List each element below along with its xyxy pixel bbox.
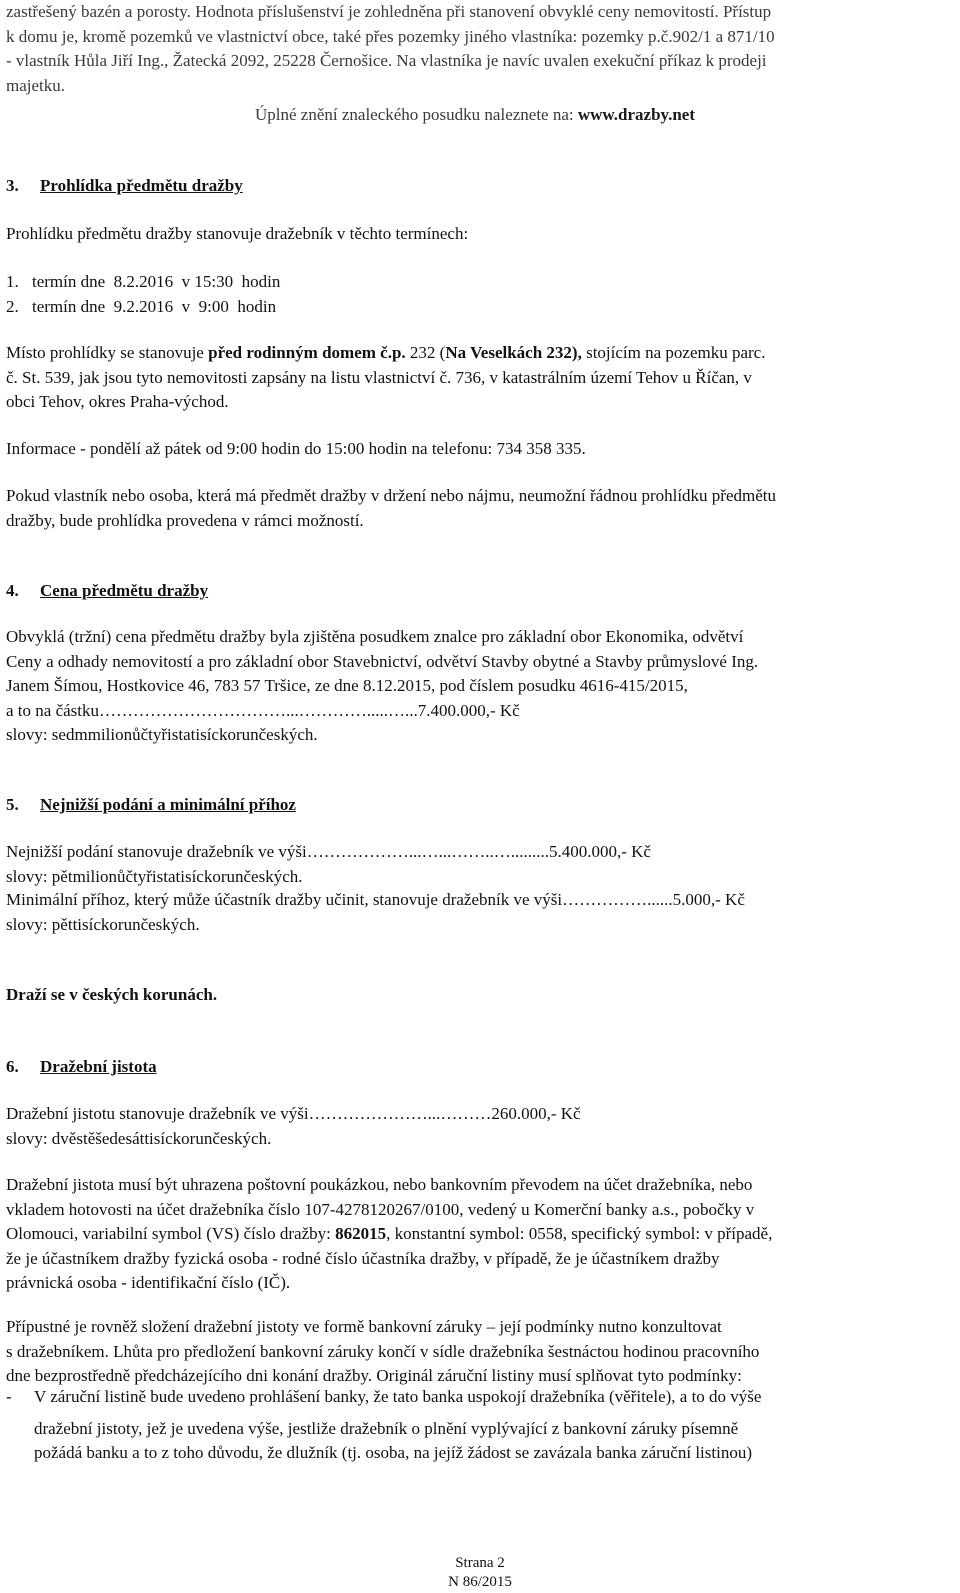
text-line: Dražební jistotu stanovuje dražebník ve výši…………………...………260.000,- Kč: [6, 1104, 581, 1123]
section-title: Prohlídka předmětu dražby: [40, 176, 243, 195]
lowest-bid: [6, 840, 944, 889]
section-6-heading: [6, 1055, 157, 1079]
section-number: 3.: [6, 176, 19, 195]
text-line: dne bezprostředně předcházejícího dni konání dražby. Originál záruční listiny musí splňovat tyto podmínky:: [6, 1366, 742, 1386]
text-line: Přípustné je rovněž složení dražební jistoty ve formě bankovní záruky – její podmínky nutno konzultovat: [6, 1317, 722, 1336]
full-report-note: [6, 103, 944, 128]
section-number: 4.: [6, 581, 19, 600]
text-line: Minimální příhoz, který může účastník dražby učinit, stanovuje dražebník ve výši……………......5.000,- Kč: [6, 890, 745, 909]
section-title: Dražební jistota: [40, 1057, 157, 1076]
list-text: termín dne 9.2.2016 v 9:00 hodin: [32, 296, 277, 316]
text-line: a to na částku……………………………...………….....…...7.400.000,- Kč: [6, 700, 520, 720]
indent: [6, 1417, 34, 1442]
section-3-heading: [6, 174, 243, 198]
section-5-heading: [6, 793, 296, 817]
text-line: - vlastník Hůla Jiří Ing., Žatecká 2092, 25228 Černošice. Na vlastníka je navíc uvalen exekuční příkaz k prodeji: [6, 51, 767, 71]
list-text: termín dne 8.2.2016 v 15:30 hodin: [32, 272, 281, 291]
page-number: Strana 2: [455, 1555, 505, 1571]
text-span: Olomouci, variabilní symbol (VS) číslo dražby:: [6, 1224, 336, 1244]
section-number: 6.: [6, 1057, 19, 1076]
minimum-increment: [6, 888, 944, 937]
text-line: obci Tehov, okres Praha-východ.: [6, 392, 229, 412]
case-reference: N 86/2015: [448, 1574, 512, 1590]
list-number: 2.: [6, 296, 19, 316]
page-footer: [0, 1554, 960, 1592]
text-line: Pokud vlastník nebo osoba, která má předmět dražby v držení nebo nájmu, neumožní řádnou prohlídku předmětu: [6, 486, 776, 505]
list-number: 1.: [6, 272, 19, 291]
text-line: slovy: pěttisíckorunčeských.: [6, 914, 200, 934]
full-report-label: Úplné znění znaleckého posudku naleznete na:: [255, 105, 578, 124]
text-line: majetku.: [6, 75, 66, 95]
list-item-continuation: [6, 1417, 944, 1442]
intro-paragraph: [6, 0, 944, 98]
text-line: slovy: sedmmilionůčtyřistatisíckorunčeských.: [6, 725, 318, 745]
text-line: č. St. 539, jak jsou tyto nemovitosti zapsány na listu vlastnictví č. 736, v katastrálním území Tehov u Říčan, v: [6, 367, 752, 387]
drazby-link[interactable]: www.drazby.net: [577, 105, 695, 124]
text-line: slovy: pětmilionůčtyřistatisíckorunčeských.: [6, 866, 303, 886]
text-span: stojícím na pozemku parc.: [581, 343, 766, 362]
section-number: 5.: [6, 795, 19, 814]
auction-number: 862015: [335, 1224, 387, 1244]
bank-guarantee-paragraph: [6, 1315, 944, 1389]
text-line: zastřešený bazén a porosty. Hodnota příslušenství je zohledněna při stanovení obvyklé ceny nemovitostí. Přístup: [6, 2, 772, 21]
indent: [6, 1441, 34, 1466]
text-line: s dražebníkem. Lhůta pro předložení bankovní záruky končí v sídle dražebníka šestnáctou hodinou pracovního: [6, 1341, 760, 1361]
list-item: [6, 270, 280, 295]
bold-span: Na Veselkách 232),: [445, 343, 582, 362]
text-line: Obvyklá (tržní) cena předmětu dražby byla zjištěna posudkem znalce pro základní obor Ekonomika, odvětví: [6, 627, 744, 646]
text-span: , konstantní symbol: 0558, specifický symbol: v případě,: [386, 1224, 773, 1244]
text-span: Místo prohlídky se stanovuje: [6, 343, 209, 362]
text-line: Dražební jistota musí být uhrazena poštovní poukázkou, nebo bankovním převodem na účet dražebníka, nebo: [6, 1175, 753, 1194]
text-line: vkladem hotovosti na účet dražebníka číslo 107-4278120267/0100, vedený u Komerční banky a.s., pobočky v: [6, 1199, 755, 1219]
text-line: [6, 341, 944, 366]
list-item-continuation: [6, 1441, 944, 1466]
dash-bullet: -: [6, 1387, 12, 1406]
section-4-heading: [6, 579, 208, 603]
text-line: právnická osoba - identifikační číslo (IČ).: [6, 1273, 291, 1293]
list-text: požádá banku a to z toho důvodu, že dlužník (tj. osoba, na jejíž žádost se zavázala banka záruční listinou): [34, 1443, 752, 1463]
bold-span: před rodinným domem č.p.: [208, 343, 406, 362]
deposit-amount: [6, 1102, 944, 1151]
price-paragraph: [6, 625, 944, 748]
viewing-note: [6, 484, 944, 533]
list-item: [6, 1385, 944, 1410]
text-line: dražby, bude prohlídka provedena v rámci možností.: [6, 510, 364, 530]
deposit-payment-paragraph: [6, 1173, 944, 1296]
text-line: slovy: dvěstěšedesáttisíckorunčeských.: [6, 1128, 272, 1148]
viewing-dates-list: [6, 270, 280, 319]
text-line: k domu je, kromě pozemků ve vlastnictví obce, také přes pozemky jiného vlastníka: pozemky p.č.902/1 a 871/10: [6, 26, 775, 46]
currency-note: Draží se v českých korunách.: [6, 985, 218, 1004]
list-item: [6, 295, 280, 320]
section-title: Nejnižší podání a minimální příhoz: [40, 795, 296, 814]
text-line: [6, 1222, 944, 1247]
viewing-intro: Prohlídku předmětu dražby stanovuje dražebník v těchto termínech:: [6, 224, 469, 243]
list-text: V záruční listině bude uvedeno prohlášení banky, že tato banka uspokojí dražebníka (věřitele), a to do výše: [34, 1387, 762, 1406]
text-line: že je účastníkem dražby fyzická osoba - rodné číslo účastníka dražby, v případě, že je účastníkem dražby: [6, 1248, 720, 1268]
text-line: Nejnižší podání stanovuje dražebník ve výši………………...…...……..….........5.400.000,- Kč: [6, 842, 651, 861]
text-line: Ceny a odhady nemovitostí a pro základní obor Stavebnictví, odvětví Stavby obytné a Stavby průmyslové Ing.: [6, 651, 759, 671]
guarantee-condition: [6, 1385, 944, 1466]
list-text: dražební jistoty, jež je uvedena výše, jestliže dražebník o plnění vyplývající z bankovní záruky písemně: [34, 1418, 739, 1438]
info-line: Informace - pondělí až pátek od 9:00 hodin do 15:00 hodin na telefonu: 734 358 335.: [6, 439, 586, 458]
text-span: 232 (: [405, 343, 446, 362]
viewing-place: [6, 341, 944, 415]
text-line: Janem Šímou, Hostkovice 46, 783 57 Tršice, ze dne 8.12.2015, pod číslem posudku 4616-415/2015,: [6, 676, 688, 696]
section-title: Cena předmětu dražby: [40, 581, 209, 600]
